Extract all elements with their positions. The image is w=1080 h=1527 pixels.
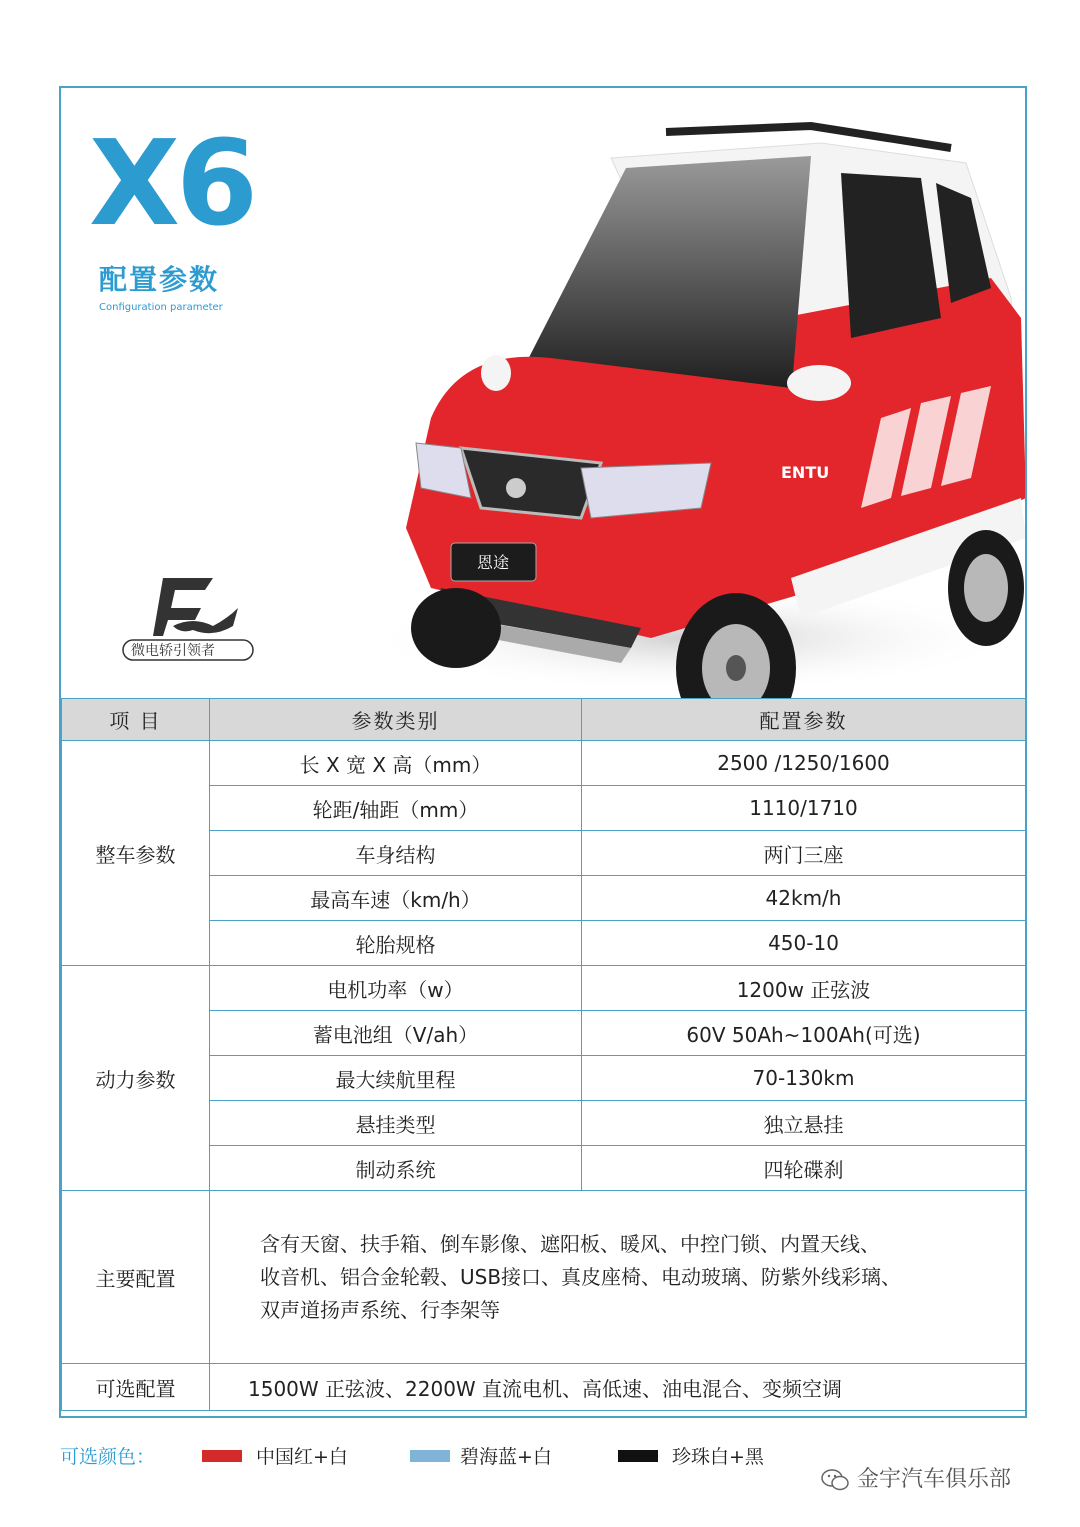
header-item: 项 目 bbox=[62, 699, 210, 741]
page-subtitle: 配置参数 bbox=[99, 263, 220, 296]
main-config-label: 主要配置 bbox=[62, 1191, 210, 1364]
param-value: 60V 50Ah~100Ah(可选) bbox=[582, 1011, 1026, 1056]
param-name: 最高车速（km/h） bbox=[210, 876, 582, 921]
param-name: 轮距/轴距（mm） bbox=[210, 786, 582, 831]
feature-line: 收音机、铝合金轮毂、USB接口、真皮座椅、电动玻璃、防紫外线彩璃、 bbox=[260, 1264, 902, 1289]
param-value: 2500 /1250/1600 bbox=[582, 741, 1026, 786]
param-name: 车身结构 bbox=[210, 831, 582, 876]
param-name: 蓄电池组（V/ah） bbox=[210, 1011, 582, 1056]
color-swatch-red bbox=[202, 1450, 242, 1462]
page-subtitle-en: Configuration parameter bbox=[99, 302, 223, 313]
param-name: 悬挂类型 bbox=[210, 1101, 582, 1146]
param-value: 70-130km bbox=[582, 1056, 1026, 1101]
table-row bbox=[62, 741, 1026, 786]
table-row-optional-config bbox=[62, 1364, 1026, 1411]
param-name: 轮胎规格 bbox=[210, 921, 582, 966]
spec-table bbox=[61, 698, 1026, 1411]
car-brand-text: ENTU bbox=[781, 463, 830, 482]
car-plate-text: 恩途 bbox=[476, 553, 510, 572]
param-value: 四轮碟刹 bbox=[582, 1146, 1026, 1191]
feature-line: 双声道扬声系统、行李架等 bbox=[260, 1297, 500, 1322]
table-row bbox=[62, 966, 1026, 1011]
color-options-label: 可选颜色： bbox=[60, 1446, 156, 1468]
group-label: 整车参数 bbox=[62, 741, 210, 966]
table-row-main-config bbox=[62, 1191, 1026, 1364]
car-image bbox=[311, 118, 1025, 698]
param-value: 两门三座 bbox=[582, 831, 1026, 876]
color-swatch-blue bbox=[410, 1450, 450, 1462]
color-name: 珍珠白+黑 bbox=[672, 1446, 764, 1468]
watermark-text: 金宇汽车俱乐部 bbox=[857, 1467, 1012, 1492]
optional-config-label: 可选配置 bbox=[62, 1364, 210, 1411]
header-config-value: 配置参数 bbox=[582, 699, 1026, 741]
main-config-features bbox=[210, 1191, 1026, 1364]
group-label: 动力参数 bbox=[62, 966, 210, 1191]
param-value: 独立悬挂 bbox=[582, 1101, 1026, 1146]
param-name: 长 X 宽 X 高（mm） bbox=[210, 741, 582, 786]
param-name: 电机功率（w） bbox=[210, 966, 582, 1011]
param-value: 450-10 bbox=[582, 921, 1026, 966]
optional-config-value: 1500W 正弦波、2200W 直流电机、高低速、油电混合、变频空调 bbox=[210, 1364, 1026, 1411]
param-value: 42km/h bbox=[582, 876, 1026, 921]
header-param-category: 参数类别 bbox=[210, 699, 582, 741]
param-value: 1200w 正弦波 bbox=[582, 966, 1026, 1011]
badge-slogan: 微电轿引领者 bbox=[131, 643, 215, 659]
watermark bbox=[820, 1462, 1011, 1493]
color-name: 中国红+白 bbox=[256, 1446, 348, 1468]
param-value: 1110/1710 bbox=[582, 786, 1026, 831]
color-name: 碧海蓝+白 bbox=[460, 1446, 552, 1468]
table-header-row bbox=[62, 699, 1026, 741]
wechat-icon bbox=[820, 1467, 850, 1493]
spec-sheet-frame bbox=[59, 86, 1027, 1418]
hero-section bbox=[61, 88, 1025, 698]
color-swatch-black bbox=[618, 1450, 658, 1462]
feature-line: 含有天窗、扶手箱、倒车影像、遮阳板、暖风、中控门锁、内置天线、 bbox=[260, 1231, 880, 1256]
param-name: 制动系统 bbox=[210, 1146, 582, 1191]
model-name: X6 bbox=[89, 114, 255, 252]
param-name: 最大续航里程 bbox=[210, 1056, 582, 1101]
